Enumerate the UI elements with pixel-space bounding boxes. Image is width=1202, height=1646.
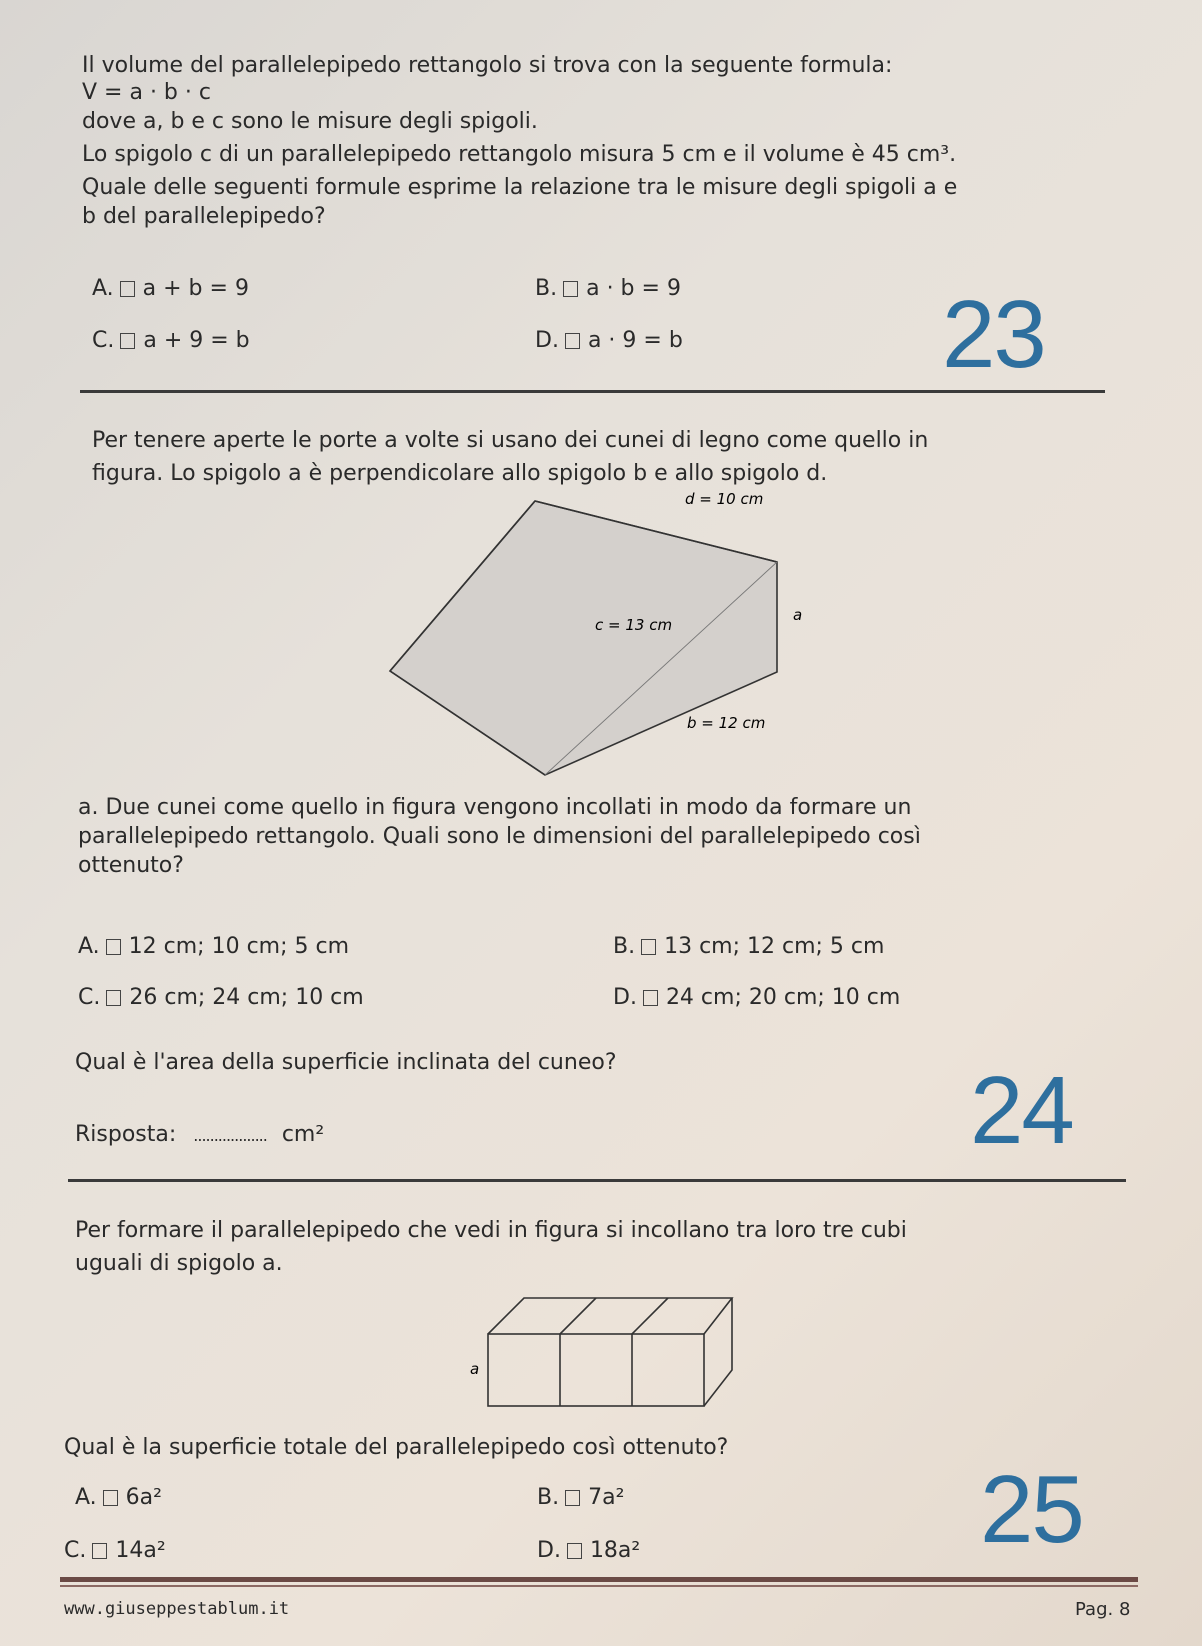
q25-option-d[interactable]: D. 18a² <box>537 1538 641 1563</box>
q24-intro-line: figura. Lo spigolo a è perpendicolare allo spigolo b e allo spigolo d. <box>92 461 828 486</box>
q24-option-a[interactable]: A. 12 cm; 10 cm; 5 cm <box>78 934 350 959</box>
q23-formula: V = a · b · c <box>82 80 211 105</box>
cubes-front-face <box>488 1334 704 1406</box>
q24-part-a-line: ottenuto? <box>78 853 184 878</box>
footer-divider <box>60 1585 1138 1587</box>
cubes-side-face <box>704 1298 732 1406</box>
wedge-figure <box>380 490 803 790</box>
q25-intro-line: uguali di spigolo a. <box>75 1251 283 1276</box>
checkbox[interactable] <box>106 990 121 1006</box>
footer-page-number: Pag. 8 <box>1075 1599 1131 1620</box>
checkbox[interactable] <box>563 281 578 297</box>
checkbox[interactable] <box>565 1490 580 1506</box>
cube-divider <box>560 1298 596 1334</box>
question-number-25: 25 <box>980 1456 1083 1563</box>
checkbox[interactable] <box>643 990 658 1006</box>
checkbox[interactable] <box>120 333 135 349</box>
label-a: a <box>793 606 803 624</box>
question-number-24: 24 <box>970 1057 1073 1164</box>
q24-part-a-line: parallelepipedo rettangolo. Quali sono le dimensioni del parallelepipedo così <box>78 824 921 849</box>
q25-intro <box>75 1215 907 1279</box>
section-divider <box>68 1179 1126 1182</box>
q24-intro <box>92 425 928 489</box>
q24-answer-row <box>75 1119 324 1151</box>
q23-line: Lo spigolo c di un parallelepipedo rettangolo misura 5 cm e il volume è 45 cm³. <box>82 142 957 167</box>
q25-option-b[interactable]: B. 7a² <box>537 1485 625 1510</box>
q23-option-c[interactable]: C. a + 9 = b <box>92 328 250 353</box>
q23-line: b del parallelepipedo? <box>82 204 326 229</box>
cube-divider <box>632 1298 668 1334</box>
q25-option-c[interactable]: C. 14a² <box>64 1538 166 1563</box>
question-number-23: 23 <box>942 281 1045 388</box>
q24-part-b: Qual è l'area della superficie inclinata del cuneo? <box>75 1050 617 1075</box>
label-a: a <box>470 1360 480 1378</box>
footer-website: www.giuseppestablum.it <box>64 1599 290 1619</box>
checkbox[interactable] <box>120 281 135 297</box>
answer-label: Risposta: <box>75 1122 177 1147</box>
cubes-figure <box>460 1290 740 1440</box>
q23-line: Quale delle seguenti formule esprime la relazione tra le misure degli spigoli a e <box>82 175 958 200</box>
q25-option-a[interactable]: A. 6a² <box>75 1485 162 1510</box>
q25-question: Qual è la superficie totale del parallelepipedo così ottenuto? <box>64 1435 729 1460</box>
q24-part-a-line: a. Due cunei come quello in figura vengono incollati in modo da formare un <box>78 795 912 820</box>
q23-text <box>82 50 957 232</box>
section-divider <box>80 390 1105 393</box>
q24-part-a <box>78 792 921 881</box>
checkbox[interactable] <box>92 1543 107 1559</box>
cubes-top-face <box>488 1298 732 1334</box>
q24-option-c[interactable]: C. 26 cm; 24 cm; 10 cm <box>78 985 364 1010</box>
footer-divider <box>60 1577 1138 1582</box>
q23-option-a[interactable]: A. a + b = 9 <box>92 276 249 301</box>
q23-line: Il volume del parallelepipedo rettangolo si trova con la seguente formula: <box>82 53 893 78</box>
q24-option-b[interactable]: B. 13 cm; 12 cm; 5 cm <box>613 934 885 959</box>
q23-option-d[interactable]: D. a · 9 = b <box>535 328 683 353</box>
label-d: d = 10 cm <box>685 490 764 508</box>
checkbox[interactable] <box>641 939 656 955</box>
answer-unit: cm² <box>281 1122 325 1147</box>
label-c: c = 13 cm <box>595 616 673 634</box>
q24-intro-line: Per tenere aperte le porte a volte si usano dei cunei di legno come quello in <box>92 428 929 453</box>
q23-line: dove a, b e c sono le misure degli spigoli. <box>82 109 538 134</box>
wedge-shape <box>390 501 777 775</box>
checkbox[interactable] <box>106 939 121 955</box>
label-b: b = 12 cm <box>687 714 766 732</box>
checkbox[interactable] <box>567 1543 582 1559</box>
answer-input[interactable]: .................. <box>193 1126 267 1145</box>
q25-intro-line: Per formare il parallelepipedo che vedi in figura si incollano tra loro tre cubi <box>75 1218 907 1243</box>
checkbox[interactable] <box>103 1490 118 1506</box>
q24-option-d[interactable]: D. 24 cm; 20 cm; 10 cm <box>613 985 901 1010</box>
q23-option-b[interactable]: B. a · b = 9 <box>535 276 681 301</box>
checkbox[interactable] <box>565 333 580 349</box>
